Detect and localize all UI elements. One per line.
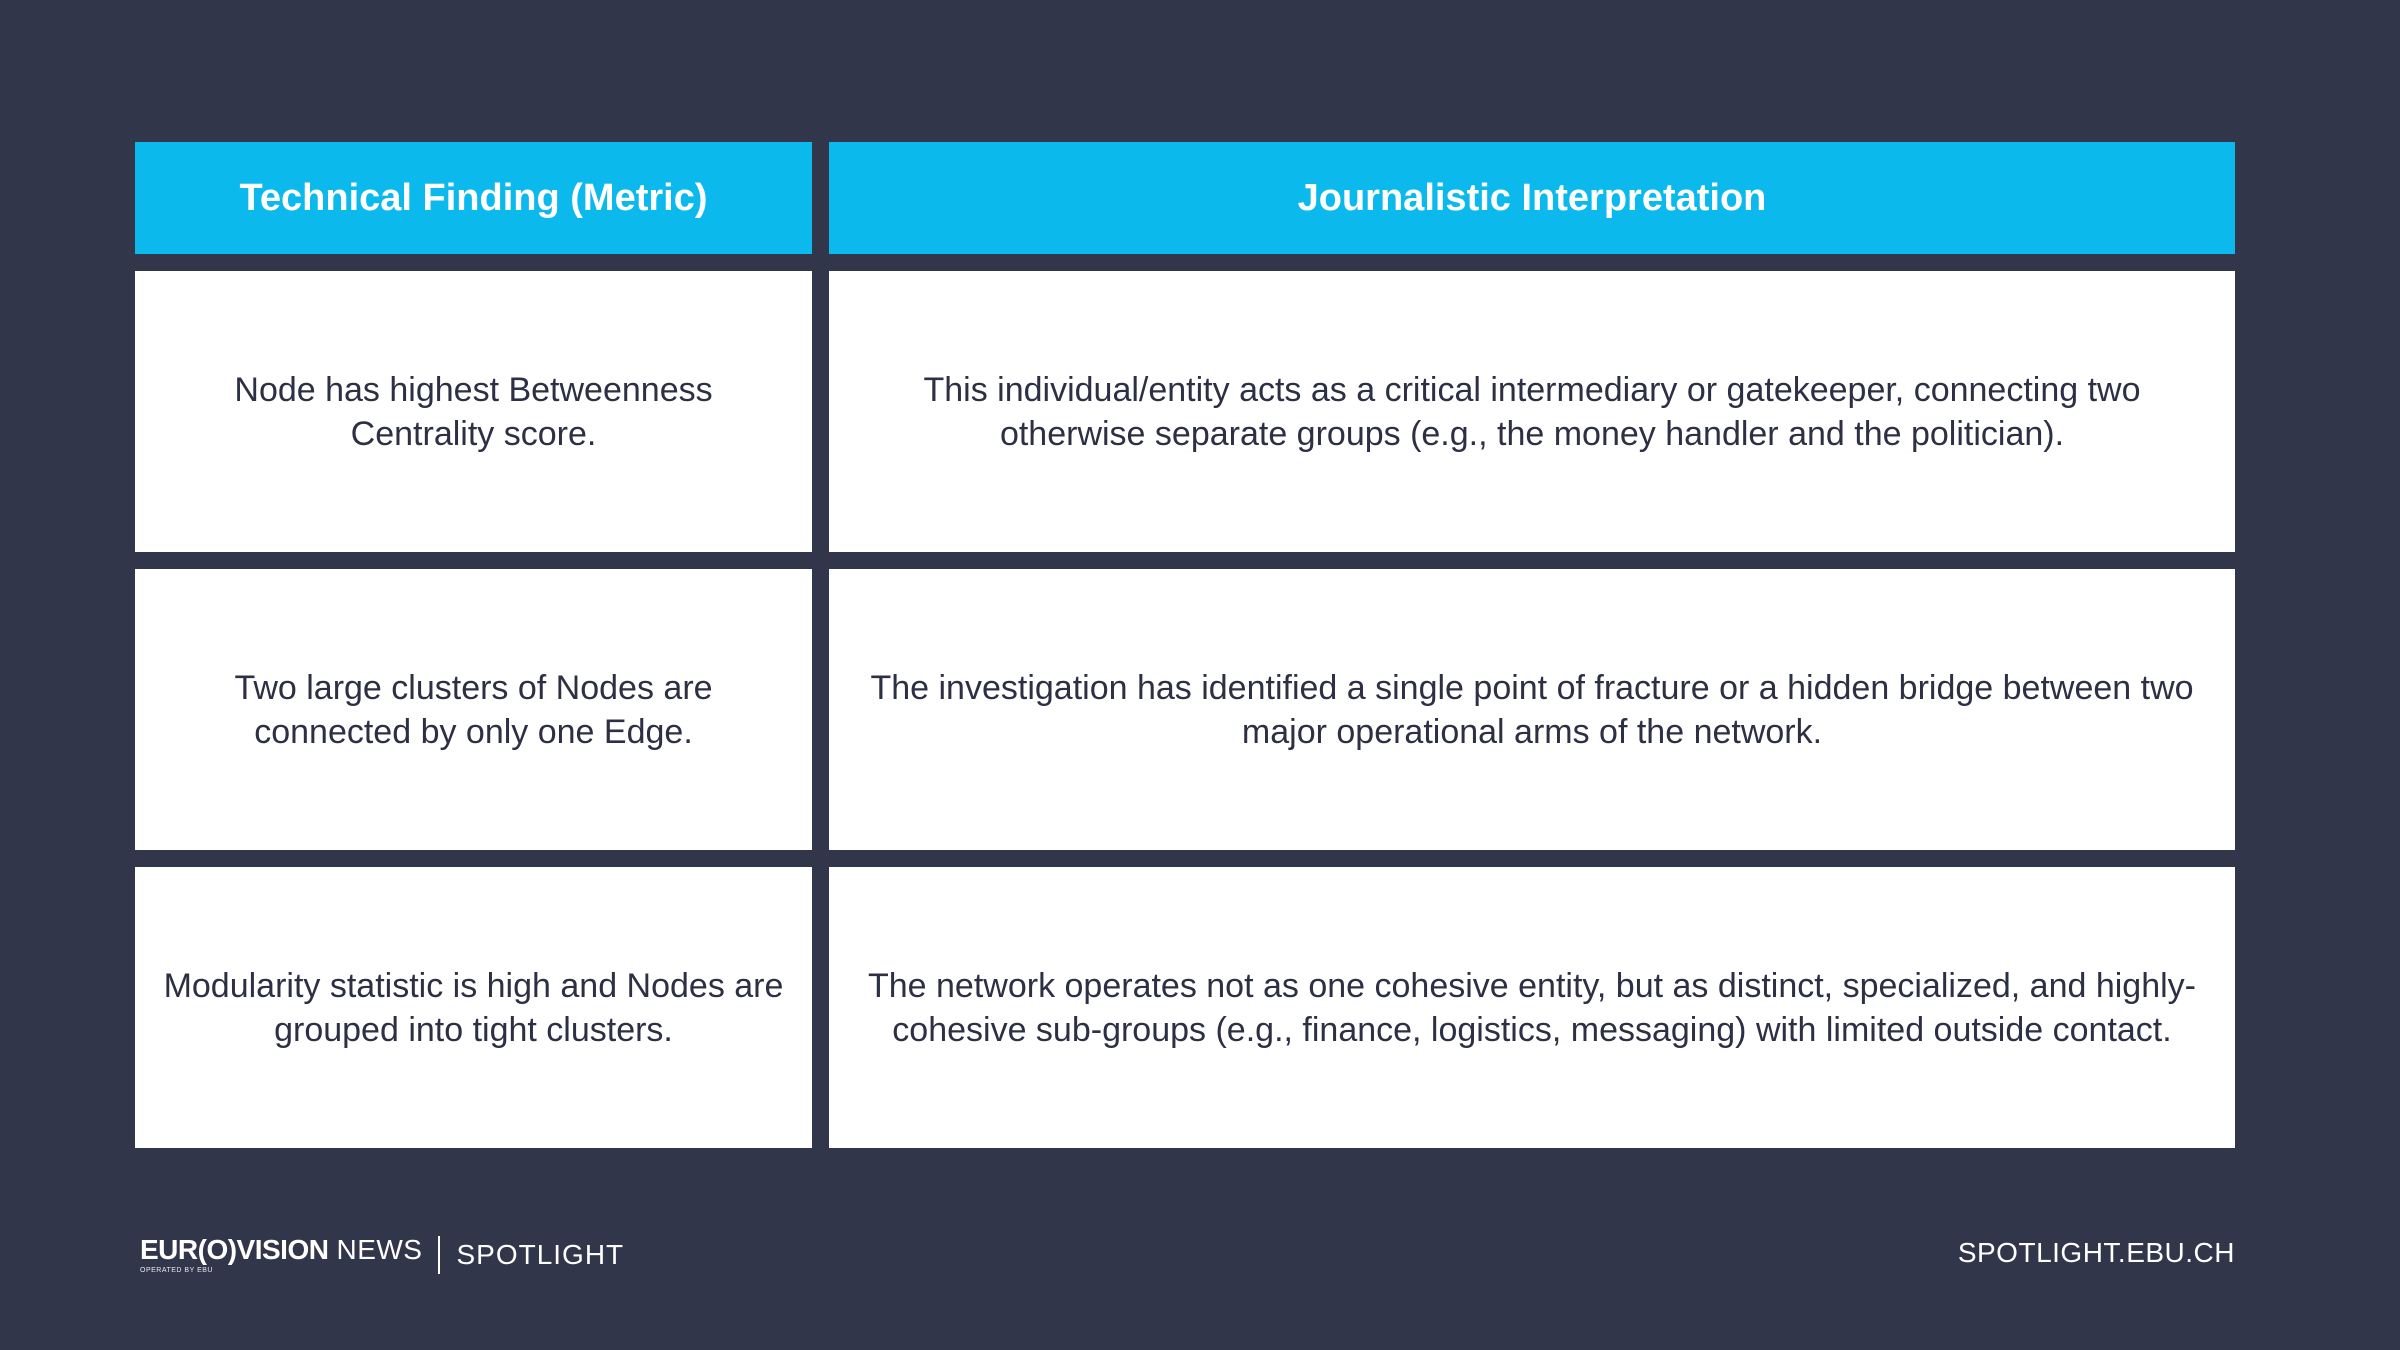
row-1-metric: Node has highest Betweenness Centrality score. [135,271,812,552]
row-2-interpretation: The investigation has identified a single point of fracture or a hidden bridge between two major operational arms of the network. [829,569,2235,850]
row-1-interpretation: This individual/entity acts as a critical intermediary or gatekeeper, connecting two otherwise separate groups (e.g., the money handler and the politician). [829,271,2235,552]
website-url: SPOTLIGHT.EBU.CH [1957,1237,2235,1268]
brand-eurovision: EUR(O)VISION [140,1234,329,1265]
eurovision-news-brand [140,1235,422,1275]
brand-news: NEWS [336,1234,423,1265]
row-3-interpretation: The network operates not as one cohesive entity, but as distinct, specialized, and highly-cohesive sub-groups (e.g., finance, logistics, messaging) with limited outside contact. [829,867,2235,1148]
row-3-metric: Modularity statistic is high and Nodes are grouped into tight clusters. [135,867,812,1148]
header-technical-finding: Technical Finding (Metric) [135,142,812,254]
brand-operated-by: OPERATED BY EBU [140,1267,213,1274]
brand-spotlight: SPOTLIGHT [456,1239,625,1270]
header-journalistic-interpretation: Journalistic Interpretation [829,142,2235,254]
brand-divider [438,1236,440,1274]
eurovision-news-spotlight-logo [140,1235,624,1275]
row-2-metric: Two large clusters of Nodes are connected by only one Edge. [135,569,812,850]
